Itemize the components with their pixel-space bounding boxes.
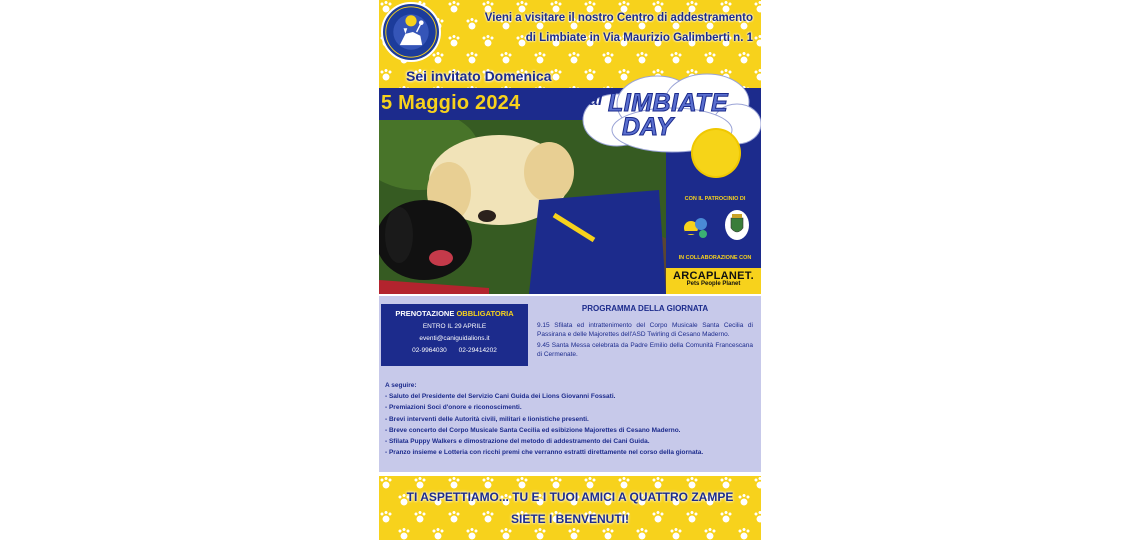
booking-title bbox=[381, 309, 528, 318]
list-item: - Breve concerto del Corpo Musicale Santa Cecilia ed esibizione Majorettes di Cesano Maderno. bbox=[385, 426, 681, 434]
program-body bbox=[537, 322, 753, 362]
program-item-1: 9.15 Sfilata ed intrattenimento del Corpo Musicale Santa Cecilia di Passirana e delle Majorettes dell'ASD Twirling di Cesano Maderno. bbox=[537, 322, 753, 338]
booking-title-highlight: OBBLIGATORIA bbox=[456, 309, 514, 318]
booking-title-prefix: PRENOTAZIONE bbox=[395, 309, 455, 318]
list-item: - Saluto del Presidente del Servizio Cani Guida dei Lions Giovanni Fossati. bbox=[385, 393, 616, 400]
info-section bbox=[379, 294, 761, 474]
visit-invitation-line-2: di Limbiate in Via Maurizio Galimberti n. 1 bbox=[525, 32, 753, 44]
visit-invitation-line-1: Vieni a visitare il nostro Centro di addestramento bbox=[484, 12, 753, 24]
footer-line-1: TI ASPETTIAMO... TU E I TUOI AMICI A QUATTRO ZAMPE bbox=[406, 490, 734, 504]
event-date: 5 Maggio 2024 bbox=[381, 92, 521, 114]
arcaplanet-logo bbox=[666, 268, 761, 294]
date-bar bbox=[379, 88, 589, 120]
followup-list bbox=[385, 382, 755, 461]
program-title: PROGRAMMA DELLA GIORNATA bbox=[581, 304, 709, 313]
patron-logo-icon bbox=[681, 212, 711, 240]
title-al: al bbox=[589, 92, 603, 109]
sponsor-name: ARCAPLANET. bbox=[673, 270, 754, 282]
list-item: - Brevi interventi delle Autorità civili, militari e lionistiche presenti. bbox=[385, 415, 589, 423]
list-item: - Sfilata Puppy Walkers e dimostrazione del metodo di addestramento dei Cani Guida. bbox=[385, 438, 650, 446]
sponsor-tagline: Pets People Planet bbox=[686, 281, 741, 287]
title-day: DAY bbox=[622, 113, 673, 141]
booking-deadline: ENTRO IL 29 APRILE bbox=[422, 323, 487, 330]
municipal-crest-icon bbox=[725, 210, 749, 240]
logo-emblem-icon bbox=[383, 4, 439, 60]
patronage-label: CON IL PATROCINIO DI bbox=[684, 196, 746, 202]
footer-line-2: SIETE I BENVENUTI! bbox=[510, 512, 629, 526]
list-item: - Premiazioni Soci d'onore e riconoscimenti. bbox=[385, 404, 522, 412]
poster-footer bbox=[379, 476, 761, 540]
hero-banner bbox=[379, 88, 761, 294]
sun-icon bbox=[693, 130, 739, 176]
invite-heading: Sei invitato Domenica bbox=[406, 68, 552, 84]
booking-box bbox=[381, 304, 528, 366]
collaboration-label: IN COLLABORAZIONE CON bbox=[678, 255, 752, 261]
booking-email: eventi@caniguidalions.it bbox=[419, 335, 490, 342]
list-item: - Pranzo insieme e Lotteria con ricchi premi che verranno estratti direttamente nel corso della giornata. bbox=[385, 449, 704, 457]
lions-guide-dog-logo bbox=[381, 2, 441, 62]
program-item-2: 9.45 Santa Messa celebrata da Padre Emilio della Comunità Francescana di Cermenate. bbox=[537, 342, 753, 358]
followup-heading: A seguire: bbox=[385, 382, 417, 389]
booking-phones: 02-9964030 02-29414202 bbox=[412, 347, 497, 354]
title-limbiate: LIMBIATE bbox=[608, 89, 729, 117]
event-poster bbox=[379, 0, 761, 540]
